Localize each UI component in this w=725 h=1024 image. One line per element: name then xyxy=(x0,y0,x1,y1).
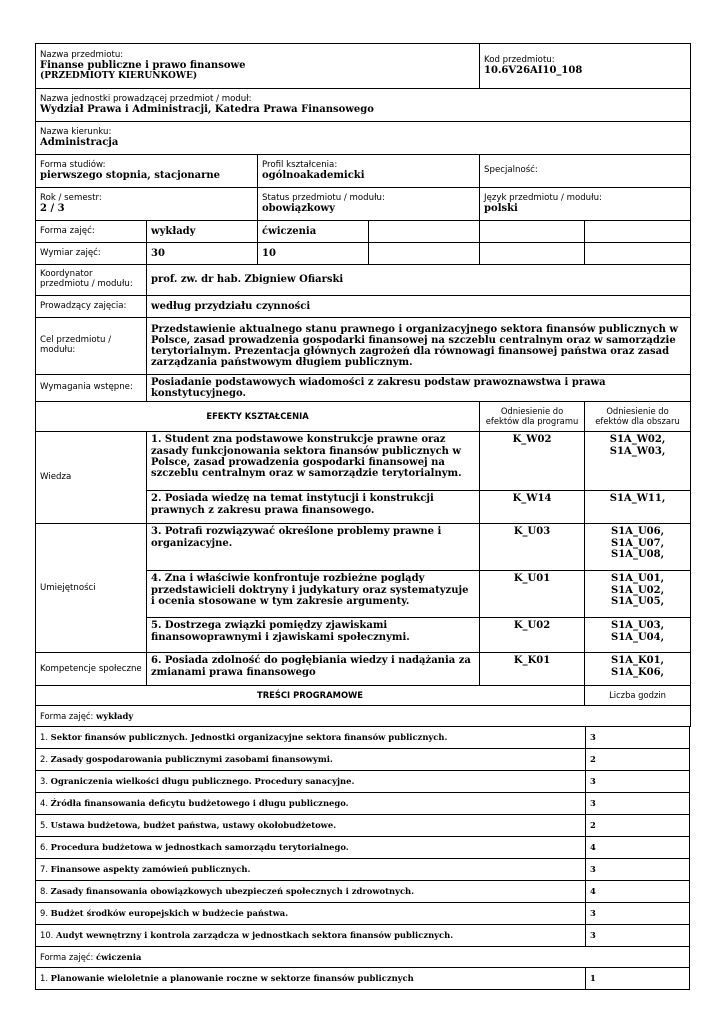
profile-cell xyxy=(258,155,480,188)
topic-text: Planowanie wieloletnie a planowanie roczne w sektorze finansów publicznych xyxy=(50,973,414,984)
topic-cell xyxy=(36,925,586,947)
topic-row xyxy=(36,771,690,793)
outcome-text: 2. Posiada wiedzę na temat instytucji i konstrukcji prawnych z zakresu prawa finansowego. xyxy=(147,491,480,524)
subject-label: Nazwa przedmiotu: xyxy=(40,49,124,60)
topic-row xyxy=(36,925,690,947)
topic-hours: 3 xyxy=(586,771,690,793)
code-label: Kod przedmiotu: xyxy=(484,54,555,65)
year-value: 2 / 3 xyxy=(40,203,65,215)
empty-cell xyxy=(585,243,691,265)
class-hours-label: Wymiar zajęć: xyxy=(36,243,147,265)
class-hours-exercises: 10 xyxy=(258,243,369,265)
class-form-label: Forma zajęć: xyxy=(36,221,147,243)
outcome-program-ref: K_U03 xyxy=(480,524,585,571)
topic-number: 4. xyxy=(40,798,48,809)
requirements-value: Posiadanie podstawowych wiadomości z zakresu podstaw prawoznawstwa i prawa konstytucyjnego. xyxy=(147,375,691,402)
year-cell xyxy=(36,188,258,221)
lectures-form-label: Forma zajęć: xyxy=(40,710,94,721)
syllabus-document xyxy=(35,43,690,990)
topic-cell xyxy=(36,749,586,771)
topic-cell xyxy=(36,881,586,903)
field-name: Administracja xyxy=(40,137,119,149)
code-cell xyxy=(480,44,691,89)
coordinator-label: Koordynator przedmiotu / modułu: xyxy=(36,265,147,296)
profile-label: Profil kształcenia: xyxy=(262,159,338,170)
status-cell xyxy=(258,188,480,221)
unit-label: Nazwa jednostki prowadzącej przedmiot / moduł: xyxy=(40,93,252,104)
lectures-topics-table xyxy=(35,726,690,947)
form-label: Forma studiów: xyxy=(40,159,106,170)
exercises-form-type: ćwiczenia xyxy=(96,951,142,962)
topic-text: Procedura budżetowa w jednostkach samorządu terytorialnego. xyxy=(50,842,349,853)
topic-text: Audyt wewnętrzny i kontrola zarządcza w jednostkach sektora finansów publicznych. xyxy=(56,930,454,941)
lecturers-label: Prowadzący zajęcia: xyxy=(36,296,147,318)
profile-value: ogólnoakademicki xyxy=(262,170,365,182)
topic-row xyxy=(36,903,690,925)
topic-cell xyxy=(36,837,586,859)
unit-name: Wydział Prawa i Administracji, Katedra Prawa Finansowego xyxy=(40,104,374,116)
field-cell xyxy=(36,122,691,155)
topic-text: Budżet środków europejskich w budżecie państwa. xyxy=(50,908,289,919)
exercises-form-label: Forma zajęć: xyxy=(40,951,94,962)
topic-text: Źródła finansowania deficytu budżetowego i długu publicznego. xyxy=(50,798,349,809)
spec-cell xyxy=(480,155,691,188)
outcomes-title: EFEKTY KSZTAŁCENIA xyxy=(36,402,480,432)
topic-hours: 3 xyxy=(586,903,690,925)
outcome-area-ref: S1A_U01, S1A_U02, S1A_U05, xyxy=(585,571,691,618)
goal-value: Przedstawienie aktualnego stanu prawnego i organizacyjnego sektora finansów publicznych w Polsce, zasad prowadzenia gospodarki finansowej na szczeblu centralnym oraz w samorządzie terytorialnym. Prezentacja głównych zagrożeń dla równowagi finansowej państwa oraz zasad zarządzania państwowym długiem publicznym. xyxy=(147,318,691,375)
outcome-program-ref: K_W14 xyxy=(480,491,585,524)
topic-row xyxy=(36,815,690,837)
outcome-area-ref: S1A_W11, xyxy=(585,491,691,524)
coordinator-value: prof. zw. dr hab. Zbigniew Ofiarski xyxy=(147,265,691,296)
outcome-area-ref: S1A_W02, S1A_W03, xyxy=(585,432,691,491)
status-label: Status przedmiotu / modułu: xyxy=(262,192,385,203)
exercises-header-table xyxy=(35,946,690,968)
topic-number: 2. xyxy=(40,754,48,765)
lang-cell xyxy=(480,188,691,221)
topic-row xyxy=(36,749,690,771)
spec-label: Specjalność: xyxy=(484,165,538,176)
topic-row xyxy=(36,968,690,990)
outcome-program-ref: K_K01 xyxy=(480,653,585,686)
lang-value: polski xyxy=(484,203,518,215)
empty-cell xyxy=(369,221,480,243)
outcome-text: 1. Student zna podstawowe konstrukcje prawne oraz zasady funkcjonowania sektora finansów publicznych w Polsce, zasad prowadzenia gospodarki finansowej na szczeblu centralnym oraz w samorządzie terytorialnym. xyxy=(147,432,480,491)
outcome-area-ref: S1A_K01, S1A_K06, xyxy=(585,653,691,686)
form-value: pierwszego stopnia, stacjonarne xyxy=(40,170,221,182)
outcome-area-ref: S1A_U06, S1A_U07, S1A_U08, xyxy=(585,524,691,571)
topic-hours: 1 xyxy=(586,968,690,990)
empty-cell xyxy=(480,243,585,265)
category-social: Kompetencje społeczne xyxy=(36,653,147,686)
subject-cell xyxy=(36,44,480,89)
topic-hours: 3 xyxy=(586,925,690,947)
topic-row xyxy=(36,881,690,903)
topic-row xyxy=(36,859,690,881)
topic-cell xyxy=(36,771,586,793)
outcome-program-ref: K_W02 xyxy=(480,432,585,491)
empty-cell xyxy=(585,221,691,243)
topic-cell xyxy=(36,727,586,749)
topic-hours: 2 xyxy=(586,749,690,771)
topic-row xyxy=(36,793,690,815)
field-label: Nazwa kierunku: xyxy=(40,126,112,137)
subject-group: (PRZEDMIOTY KIERUNKOWE) xyxy=(40,71,198,82)
syllabus-table xyxy=(35,43,691,727)
status-value: obowiązkowy xyxy=(262,203,335,215)
outcome-text: 5. Dostrzega związki pomiędzy zjawiskami finansowoprawnymi i zjawiskami społecznymi. xyxy=(147,618,480,653)
empty-cell xyxy=(369,243,480,265)
topic-number: 6. xyxy=(40,842,48,853)
year-label: Rok / semestr: xyxy=(40,192,102,203)
category-skills: Umiejętności xyxy=(36,524,147,653)
subject-name: Finanse publiczne i prawo finansowe xyxy=(40,60,246,72)
topic-hours: 4 xyxy=(586,881,690,903)
topic-number: 3. xyxy=(40,776,48,787)
topic-text: Zasady gospodarowania publicznymi zasobami finansowymi. xyxy=(50,754,333,765)
unit-cell xyxy=(36,89,691,122)
lang-label: Język przedmiotu / modułu: xyxy=(484,192,602,203)
topic-cell xyxy=(36,968,586,990)
topic-cell xyxy=(36,859,586,881)
topic-text: Ograniczenia wielkości długu publicznego. Procedury sanacyjne. xyxy=(50,776,355,787)
class-hours-lectures: 30 xyxy=(147,243,258,265)
topic-row xyxy=(36,727,690,749)
outcome-text: 3. Potrafi rozwiązywać określone problemy prawne i organizacyjne. xyxy=(147,524,480,571)
class-type-lectures: wykłady xyxy=(147,221,258,243)
topic-hours: 3 xyxy=(586,859,690,881)
category-knowledge: Wiedza xyxy=(36,432,147,524)
topic-row xyxy=(36,837,690,859)
topic-number: 5. xyxy=(40,820,48,831)
topic-cell xyxy=(36,815,586,837)
topic-cell xyxy=(36,793,586,815)
outcome-area-ref: S1A_U03, S1A_U04, xyxy=(585,618,691,653)
topic-text: Finansowe aspekty zamówień publicznych. xyxy=(50,864,251,875)
form-cell xyxy=(36,155,258,188)
topic-hours: 2 xyxy=(586,815,690,837)
topic-number: 7. xyxy=(40,864,48,875)
topic-text: Zasady finansowania obowiązkowych ubezpieczeń społecznych i zdrowotnych. xyxy=(50,886,415,897)
program-hours-col: Liczba godzin xyxy=(585,686,691,706)
lecturers-value: według przydziału czynności xyxy=(147,296,691,318)
lectures-form-row xyxy=(36,706,691,727)
subject-code: 10.6V26AI10_108 xyxy=(484,65,583,77)
topic-number: 1. xyxy=(40,973,48,984)
topic-number: 10. xyxy=(40,930,54,941)
topic-hours: 3 xyxy=(586,793,690,815)
outcome-program-ref: K_U01 xyxy=(480,571,585,618)
goal-label: Cel przedmiotu / modułu: xyxy=(36,318,147,375)
requirements-label: Wymagania wstępne: xyxy=(36,375,147,402)
program-title: TREŚCI PROGRAMOWE xyxy=(36,686,585,706)
topic-number: 9. xyxy=(40,908,48,919)
topic-text: Ustawa budżetowa, budżet państwa, ustawy okołobudżetowe. xyxy=(50,820,337,831)
outcomes-col-program: Odniesienie do efektów dla programu xyxy=(480,402,585,432)
outcome-text: 4. Zna i właściwie konfrontuje rozbieżne poglądy przedstawicieli doktryny i judykatury oraz systematyzuje i ocenia stosowane w tym zakresie argumenty. xyxy=(147,571,480,618)
empty-cell xyxy=(480,221,585,243)
topic-hours: 3 xyxy=(586,727,690,749)
outcome-program-ref: K_U02 xyxy=(480,618,585,653)
topic-hours: 4 xyxy=(586,837,690,859)
lectures-form-type: wykłady xyxy=(96,710,134,721)
topic-text: Sektor finansów publicznych. Jednostki organizacyjne sektora finansów publicznych. xyxy=(50,732,448,743)
topic-cell xyxy=(36,903,586,925)
class-type-exercises: ćwiczenia xyxy=(258,221,369,243)
topic-number: 8. xyxy=(40,886,48,897)
topic-number: 1. xyxy=(40,732,48,743)
outcome-text: 6. Posiada zdolność do pogłębiania wiedzy i nadążania za zmianami prawa finansowego xyxy=(147,653,480,686)
outcomes-col-area: Odniesienie do efektów dla obszaru xyxy=(585,402,691,432)
exercises-topics-table xyxy=(35,967,690,990)
exercises-form-row xyxy=(36,947,690,968)
